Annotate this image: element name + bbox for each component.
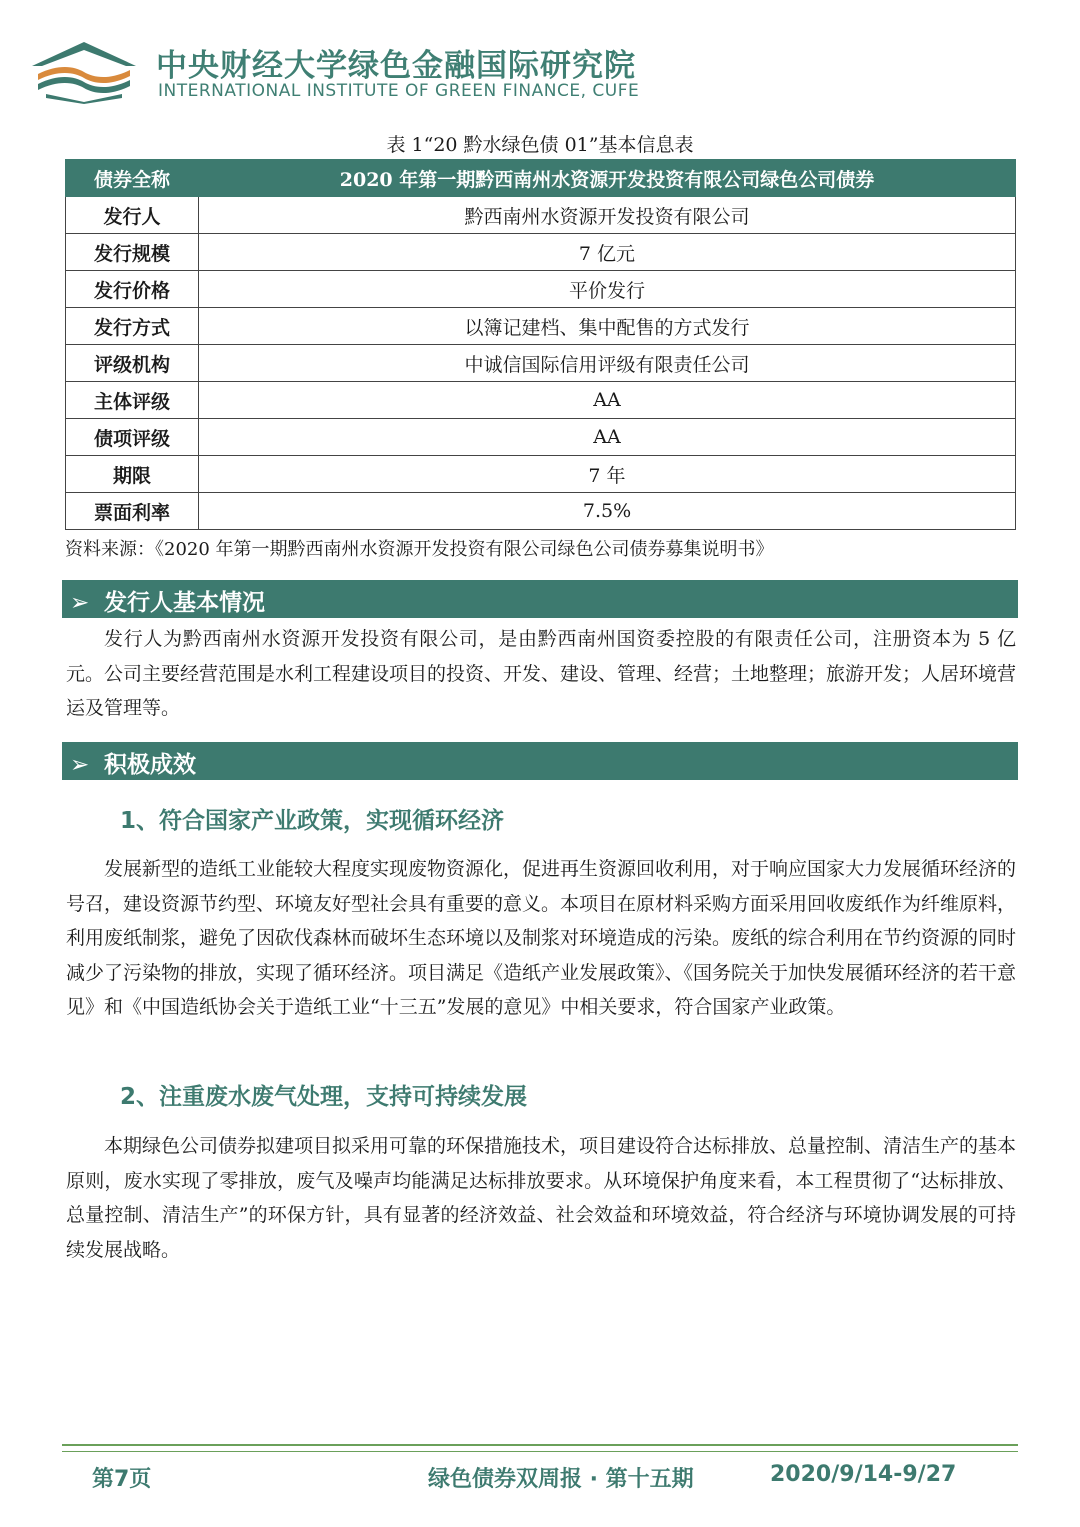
row-value: 以簿记建档、集中配售的方式发行 xyxy=(199,308,1016,345)
footer-divider xyxy=(62,1444,1018,1446)
table-row xyxy=(66,271,1016,308)
table-row xyxy=(66,493,1016,530)
row-value: 黔西南州水资源开发投资有限公司 xyxy=(199,197,1016,234)
row-value: 中诚信国际信用评级有限责任公司 xyxy=(199,345,1016,382)
page-number: 第7页 xyxy=(92,1467,152,1492)
table-row xyxy=(66,234,1016,271)
row-key: 发行方式 xyxy=(66,308,199,345)
table-row xyxy=(66,419,1016,456)
page-header xyxy=(28,36,728,116)
subsection-paragraph-2: 本期绿色公司债券拟建项目拟采用可靠的环保措施技术，项目建设符合达标排放、总量控制、清洁生产的基本原则，废水实现了零排放，废气及噪声均能满足达标排放要求。从环境保护角度来看，本工程贯彻了“达标排放、总量控制、清洁生产”的环保方针，具有显著的经济效益、社会效益和环境效益，符合经济与环境协调发展的可持续发展战略。 xyxy=(66,1135,1017,1261)
section-title: 发行人基本情况 xyxy=(104,590,265,616)
row-key: 期限 xyxy=(66,456,199,493)
arrow-bullet-icon: ➢ xyxy=(70,752,90,778)
issuer-paragraph: 发行人为黔西南州水资源开发投资有限公司，是由黔西南州国资委控股的有限责任公司，注册资本为 5 亿元。公司主要经营范围是水利工程建设项目的投资、开发、建设、管理、经营；土地整理；旅游开发；人居环境营运及管理等。 xyxy=(66,628,1017,719)
row-value: AA xyxy=(199,419,1016,456)
row-value: AA xyxy=(199,382,1016,419)
table-row xyxy=(66,382,1016,419)
table-row xyxy=(66,308,1016,345)
section-title: 积极成效 xyxy=(104,752,196,778)
row-value: 平价发行 xyxy=(199,271,1016,308)
footer-divider-thin xyxy=(62,1451,1018,1452)
row-key: 评级机构 xyxy=(66,345,199,382)
subsection-paragraph-1: 发展新型的造纸工业能较大程度实现废物资源化，促进再生资源回收利用，对于响应国家大力发展循环经济的号召，建设资源节约型、环境友好型社会具有重要的意义。本项目在原材料采购方面采用回收废纸作为纤维原料，利用废纸制浆，避免了因砍伐森林而破坏生态环境以及制浆对环境造成的污染。废纸的综合利用在节约资源的同时减少了污染物的排放，实现了循环经济。项目满足《造纸产业发展政策》、《国务院关于加快发展循环经济的若干意见》和《中国造纸协会关于造纸工业“十三五”发展的意见》中相关要求，符合国家产业政策。 xyxy=(66,858,1017,1018)
table-row xyxy=(66,345,1016,382)
row-key: 发行人 xyxy=(66,197,199,234)
institute-logo-icon xyxy=(28,36,140,104)
row-value: 7 年 xyxy=(199,456,1016,493)
arrow-bullet-icon: ➢ xyxy=(70,590,90,616)
subsection-title-2: 2、注重废水废气处理，支持可持续发展 xyxy=(120,1084,528,1110)
subsection-title-1: 1、符合国家产业政策，实现循环经济 xyxy=(120,808,505,834)
table-row xyxy=(66,197,1016,234)
table-title: 表 1“20 黔水绿色债 01”基本信息表 xyxy=(386,134,694,156)
row-key: 发行价格 xyxy=(66,271,199,308)
section-heading-effects xyxy=(62,742,1018,780)
row-key: 票面利率 xyxy=(66,493,199,530)
bond-info-table xyxy=(65,159,1016,530)
row-value: 7 亿元 xyxy=(199,234,1016,271)
row-key: 债项评级 xyxy=(66,419,199,456)
table-row xyxy=(66,456,1016,493)
section-heading-issuer xyxy=(62,580,1018,618)
institute-name-cn: 中央财经大学绿色金融国际研究院 xyxy=(156,48,636,84)
publication-date-range: 2020/9/14-9/27 xyxy=(770,1462,957,1487)
table-header-row xyxy=(66,160,1016,197)
row-value: 7.5% xyxy=(199,493,1016,530)
table-header-value: 2020 年第一期黔西南州水资源开发投资有限公司绿色公司债券 xyxy=(199,160,1016,197)
institute-name-en: INTERNATIONAL INSTITUTE OF GREEN FINANCE, CUFE xyxy=(158,81,640,101)
row-key: 主体评级 xyxy=(66,382,199,419)
table-source-note: 资料来源：《2020 年第一期黔西南州水资源开发投资有限公司绿色公司债券募集说明书》 xyxy=(65,539,774,560)
publication-name: 绿色债券双周报 · 第十五期 xyxy=(428,1467,694,1492)
row-key: 发行规模 xyxy=(66,234,199,271)
table-header-key: 债券全称 xyxy=(66,160,199,197)
